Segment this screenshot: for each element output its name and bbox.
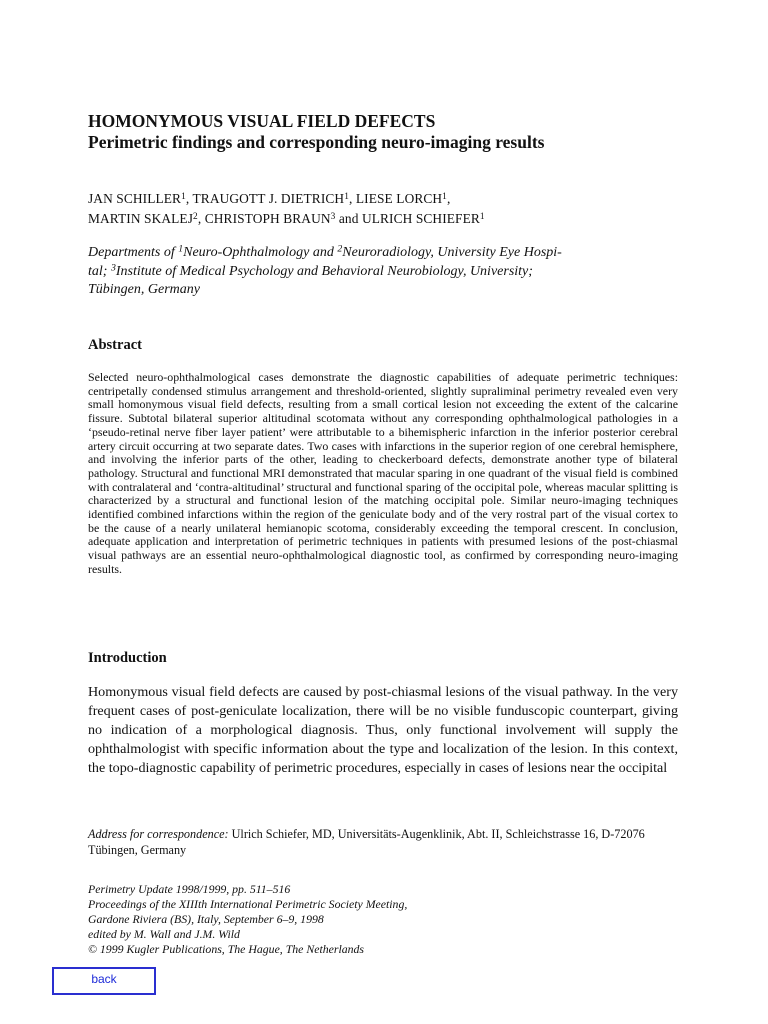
author-affiliation-mark: 2 — [193, 211, 198, 222]
abstract-heading: Abstract — [88, 337, 142, 353]
introduction-body: Homonymous visual field defects are caused by post-chiasmal lesions of the visual pathway. In the very frequent cases of post-geniculate localization, there will be no visible funduscopic counterpart, giving no indication of a morphological diagnosis. Thus, only functional involvement will supply the ophthalmologist with specific information about the type and localization of the lesion. In this context, the topo-diagnostic capability of perimetric procedures, especially in cases of lesions near the occipital — [88, 684, 678, 776]
author-separator: , — [348, 191, 356, 206]
author-separator: and — [335, 211, 362, 226]
affiliation-text: Departments of — [88, 245, 179, 260]
author-affiliation-mark: 3 — [330, 211, 336, 222]
affiliation-text: Neuroradiology, University Eye Hospi- — [342, 245, 562, 260]
author-line-1 — [88, 189, 678, 209]
author-name: LIESE LORCH — [355, 191, 443, 206]
affiliation-text: Neuro-Ophthalmology and — [183, 245, 338, 260]
affiliation-text: Tübingen, Germany — [88, 282, 200, 297]
author-separator: , — [446, 191, 451, 206]
author-separator: , — [185, 191, 193, 206]
publication-line: edited by M. Wall and J.M. Wild — [88, 927, 240, 941]
author-affiliation-mark: 1 — [442, 191, 447, 202]
affiliations — [88, 244, 678, 300]
back-button[interactable]: back — [52, 967, 156, 995]
author-list — [88, 189, 678, 229]
publication-line: © 1999 Kugler Publications, The Hague, The Netherlands — [88, 942, 365, 956]
correspondence-label: Address for correspondence: — [88, 827, 229, 841]
author-name: JAN SCHILLER — [88, 191, 182, 206]
paper-title: HOMONYMOUS VISUAL FIELD DEFECTS — [88, 111, 436, 131]
affiliation-text: tal; — [88, 263, 111, 279]
affiliation-mark: 1 — [178, 243, 184, 255]
author-name: MARTIN SKALEJ — [88, 211, 194, 226]
publication-line: Gardone Riviera (BS), Italy, September 6–9, 1998 — [88, 912, 324, 926]
publication-line: Perimetry Update 1998/1999, pp. 511–516 — [88, 882, 291, 896]
affiliation-mark: 2 — [337, 243, 343, 255]
author-name: TRAUGOTT J. DIETRICH — [192, 191, 345, 206]
affiliation-line-3 — [88, 281, 678, 300]
author-affiliation-mark: 1 — [344, 191, 349, 202]
affiliation-line-2 — [88, 263, 678, 282]
author-separator: , — [197, 211, 205, 226]
author-affiliation-mark: 1 — [479, 211, 485, 222]
author-line-2 — [88, 209, 678, 229]
publication-line: Proceedings of the XIIIth International Perimetric Society Meeting, — [88, 897, 408, 911]
abstract-body: Selected neuro-ophthalmological cases demonstrate the diagnostic capabilities of adequate perimetric techniques: centripetally condensed stimulus arrangement and threshold-oriented, slightly supraliminal perimetry revealed even very small homonymous visual field defects, resulting from a small cortical lesion not exceeding the extent of the calcarine fissure. Subtotal bilateral superior altitudinal scotomata without any corresponding ophthalmological pathologies in a ‘pseudo-retinal nerve fiber layer patient’ were attributable to a bihemispheric infarction in the inferior posterior cerebral artery circuit occurring at two separate dates. Two cases with infarctions in the superior region of one cerebral hemisphere, and involving the inferior parts of the other, leading to checkerboard defects, demonstrate another type of bilateral pathology. Structural and functional MRI demonstrated that macular sparing in one quadrant of the visual field is combined with contralateral and ‘contra-altitudinal’ structural and functional sparing of the occipital pole, whereas macular splitting is characterized by a structural and functional lesion of the matching occipital pole. Similar neuro-imaging techniques identified combined infarctions within the region of the geniculate body and of the very rostral part of the visual cortex to be the cause of a nearly unilateral hemianopic scotoma, considerably exceeding the temporal crescent. In conclusion, adequate application and interpretation of perimetric techniques in patients with presumed lesions of the post-chiasmal visual pathways are an essential neuro-ophthalmological diagnostic tool, as confirmed by corresponding neuro-imaging results. — [88, 370, 678, 576]
author-affiliation-mark: 1 — [181, 191, 186, 202]
correspondence-address — [88, 826, 678, 858]
introduction-heading: Introduction — [88, 650, 167, 666]
author-name: ULRICH SCHIEFER — [361, 211, 480, 226]
publication-info — [88, 882, 678, 957]
affiliation-text: Institute of Medical Psychology and Behavioral Neurobiology, University; — [115, 263, 533, 279]
affiliation-mark: 3 — [110, 262, 116, 274]
affiliation-line-1 — [88, 244, 678, 263]
author-name: CHRISTOPH BRAUN — [204, 211, 331, 226]
correspondence-text: Ulrich Schiefer, MD, Universitäts-Augenklinik, Abt. II, Schleichstrasse 16, D-72076 Tübingen, Germany — [88, 827, 645, 857]
paper-subtitle: Perimetric findings and corresponding neuro-imaging results — [88, 132, 545, 152]
